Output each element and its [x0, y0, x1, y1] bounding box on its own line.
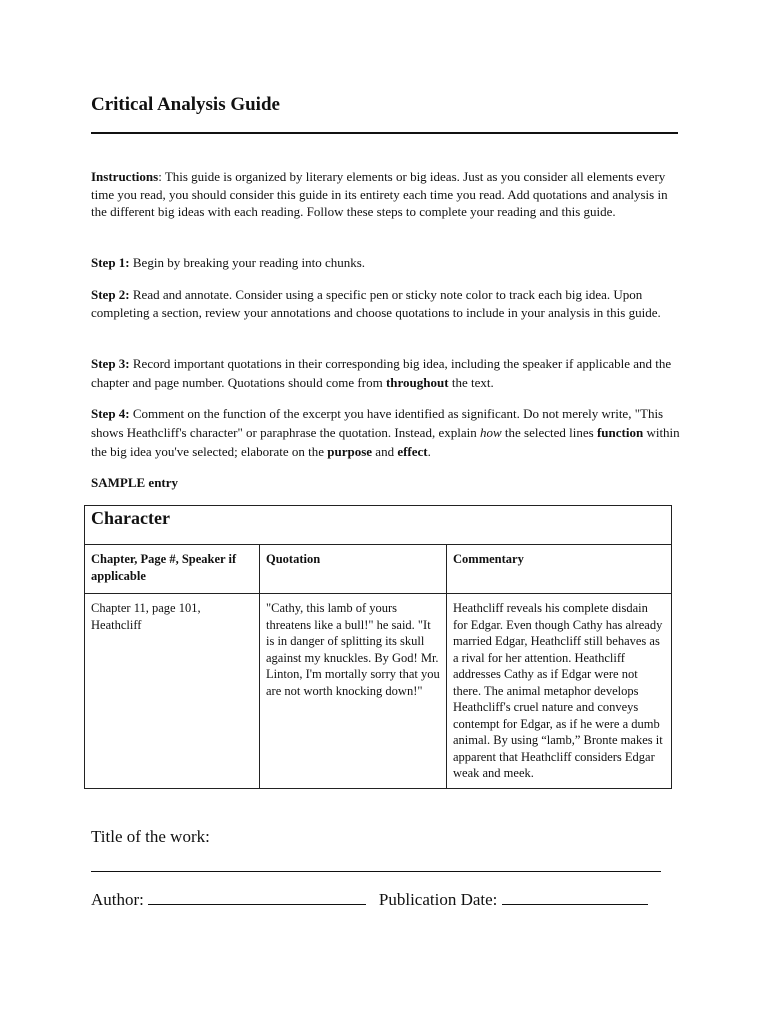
step-1	[91, 254, 681, 272]
cell-quotation: "Cathy, this lamb of yours threatens like a bull!" he said. "It is in danger of splitting its skull against my knuckles. By God! Mr. Linton, I'm mortally sorry that you are not worth knocking down!"	[260, 594, 447, 789]
cell-chapter: Chapter 11, page 101, Heathcliff	[85, 594, 260, 789]
step-4-text-a: Comment on the function of the excerpt you have identified as significant. Do not merely write, "This shows Heathcliff's character" or paraphrase the quotation. Instead, explain	[91, 406, 664, 440]
sample-entry-table	[84, 505, 672, 789]
author-row	[91, 889, 648, 910]
instructions-label: Instructions	[91, 169, 159, 184]
step-4-text-e: .	[427, 444, 431, 459]
step-4-emphasis-effect: effect	[397, 444, 428, 459]
step-3	[91, 354, 681, 392]
step-4	[91, 404, 681, 461]
cell-commentary: Heathcliff reveals his complete disdain for Edgar. Even though Cathy has already married Edgar, Heathcliff still behaves as a rival for her attention. Heathcliff addresses Cathy as if Edgar were not there. The animal metaphor develops Heathcliff's cruel nature and conveys contempt for Edgar, as if he were a dumb animal. By using “lamb,” Bronte makes it apparent that Heathcliff considers Edgar weak and meek.	[447, 594, 672, 789]
step-4-emphasis-function: function	[596, 425, 644, 440]
publication-date-label: Publication Date:	[378, 890, 498, 909]
step-3-text-a: Record important quotations in their corresponding big idea, including the speaker if applicable and the chapter and page number. Quotations should come from	[91, 356, 672, 390]
step-2	[91, 286, 681, 321]
author-field[interactable]	[148, 889, 366, 905]
step-4-text-d: and	[372, 444, 398, 459]
step-3-text-b: the text.	[448, 375, 494, 390]
publication-date-field[interactable]	[502, 889, 648, 905]
step-3-emphasis: throughout	[385, 375, 449, 390]
step-1-label: Step 1:	[91, 255, 130, 270]
column-header-commentary: Commentary	[447, 545, 672, 594]
step-4-text-c: within the big idea you've selected; elaborate on the	[91, 425, 680, 459]
document-title: Critical Analysis Guide	[91, 94, 280, 115]
step-4-emphasis-purpose: purpose	[327, 444, 373, 459]
step-3-label: Step 3:	[91, 356, 130, 371]
step-1-text: Begin by breaking your reading into chunks.	[129, 255, 366, 270]
step-4-italic: how	[479, 425, 502, 440]
step-4-text-b: the selected lines	[501, 425, 597, 440]
instructions-paragraph	[91, 168, 681, 221]
column-header-chapter: Chapter, Page #, Speaker if applicable	[85, 545, 260, 594]
instructions-text: : This guide is organized by literary elements or big ideas. Just as you consider all elements every time you read, you should consider this guide in its entirety each time you read. Add quotations and analysis in the different big ideas with each reading. Follow these steps to complete your reading and this guide.	[91, 169, 668, 219]
title-divider	[91, 132, 678, 134]
title-of-work-field[interactable]	[91, 857, 661, 872]
step-2-text: Read and annotate. Consider using a specific pen or sticky note color to track each big idea. Upon completing a section, review your annotations and choose quotations to include in your analysis in this guide.	[91, 287, 661, 320]
table-row	[85, 594, 672, 789]
author-label: Author:	[91, 890, 144, 909]
step-2-label: Step 2:	[91, 287, 130, 302]
column-header-quotation: Quotation	[260, 545, 447, 594]
sample-entry-label: SAMPLE entry	[91, 475, 179, 490]
step-4-label: Step 4:	[91, 406, 130, 421]
table-heading: Character	[85, 506, 672, 545]
title-of-work-label: Title of the work:	[91, 827, 210, 846]
